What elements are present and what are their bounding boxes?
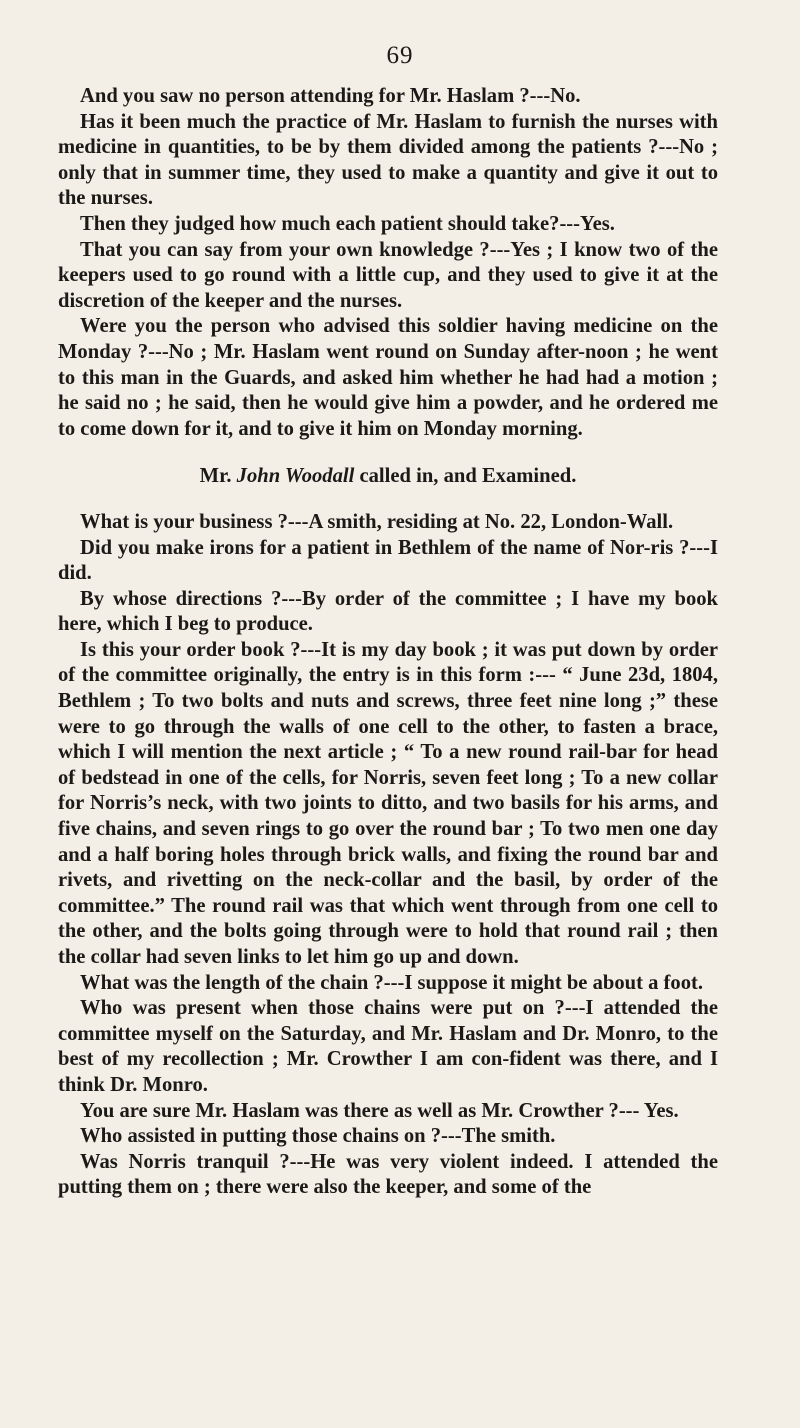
witness-heading xyxy=(58,464,718,490)
page-number: 69 xyxy=(386,42,414,69)
paragraph: Did you make irons for a patient in Bethlem of the name of Nor-ris ?---I did. xyxy=(58,536,718,585)
paragraph: Was Norris tranquil ?---He was very violent indeed. I attended the putting them on ; there were also the keeper, and some of the xyxy=(58,1150,718,1199)
paragraph: What is your business ?---A smith, residing at No. 22, London-Wall. xyxy=(80,510,674,533)
witness-name: John Woodall xyxy=(236,465,355,488)
heading-prefix: Mr. xyxy=(199,465,232,488)
paragraph: Who assisted in putting those chains on ?---The smith. xyxy=(80,1125,556,1148)
body-text xyxy=(58,84,718,1201)
paragraph: Is this your order book ?---It is my day book ; it was put down by order of the committee originally, the entry is in this form :--- “ June 23d, 1804, Bethlem ; To two bolts and nuts and screws, three feet nine long ;” these were to go through the walls of one cell to the other, to fasten a brace, which I will mention the next article ; “ To a new round rail-bar for head of bedstead in one of the cells, for Norris, seven feet long ; To a new collar for Norris’s neck, with two joints to ditto, and two basils for his arms, and five chains, and seven rings to go over the round bar ; To two men one day and a half boring holes through brick walls, and fixing the round bar and rivets, and rivetting on the neck-collar and the basil, by order of the committee.” The round rail was that which went through from one cell to the other, and the bolts going through were to hold that round rail ; then the collar had seven links to let him go up and down. xyxy=(58,638,718,968)
paragraph: You are sure Mr. Haslam was there as well as Mr. Crowther ?--- Yes. xyxy=(80,1099,679,1122)
paragraph: That you can say from your own knowledge ?---Yes ; I know two of the keepers used to go round with a little cup, and they used to give it at the discretion of the keeper and the nurses. xyxy=(58,238,718,312)
heading-suffix: called in, and Examined. xyxy=(359,465,577,488)
paragraph: Were you the person who advised this soldier having medicine on the Monday ?---No ; Mr. Haslam went round on Sunday after-noon ; he went to this man in the Guards, and asked him whether he had had a motion ; he said no ; he said, then he would give him a powder, and he ordered me to come down for it, and to give it him on Monday morning. xyxy=(58,315,718,440)
paragraph: And you saw no person attending for Mr. Haslam ?---No. xyxy=(80,85,581,107)
paragraph: Then they judged how much each patient should take?---Yes. xyxy=(80,212,615,235)
paragraph: What was the length of the chain ?---I suppose it might be about a foot. xyxy=(80,971,703,994)
paragraph: Has it been much the practice of Mr. Haslam to furnish the nurses with medicine in quantities, to be by them divided among the patients ?---No ; only that in summer time, they used to make a quantity and give it out to the nurses. xyxy=(58,110,718,210)
paragraph: By whose directions ?---By order of the committee ; I have my book here, which I beg to produce. xyxy=(58,587,718,636)
paragraph: Who was present when those chains were put on ?---I attended the committee myself on the Saturday, and Mr. Haslam and Dr. Monro, to the best of my recollection ; Mr. Crowther I am con-fident was there, and I think Dr. Monro. xyxy=(58,997,718,1096)
